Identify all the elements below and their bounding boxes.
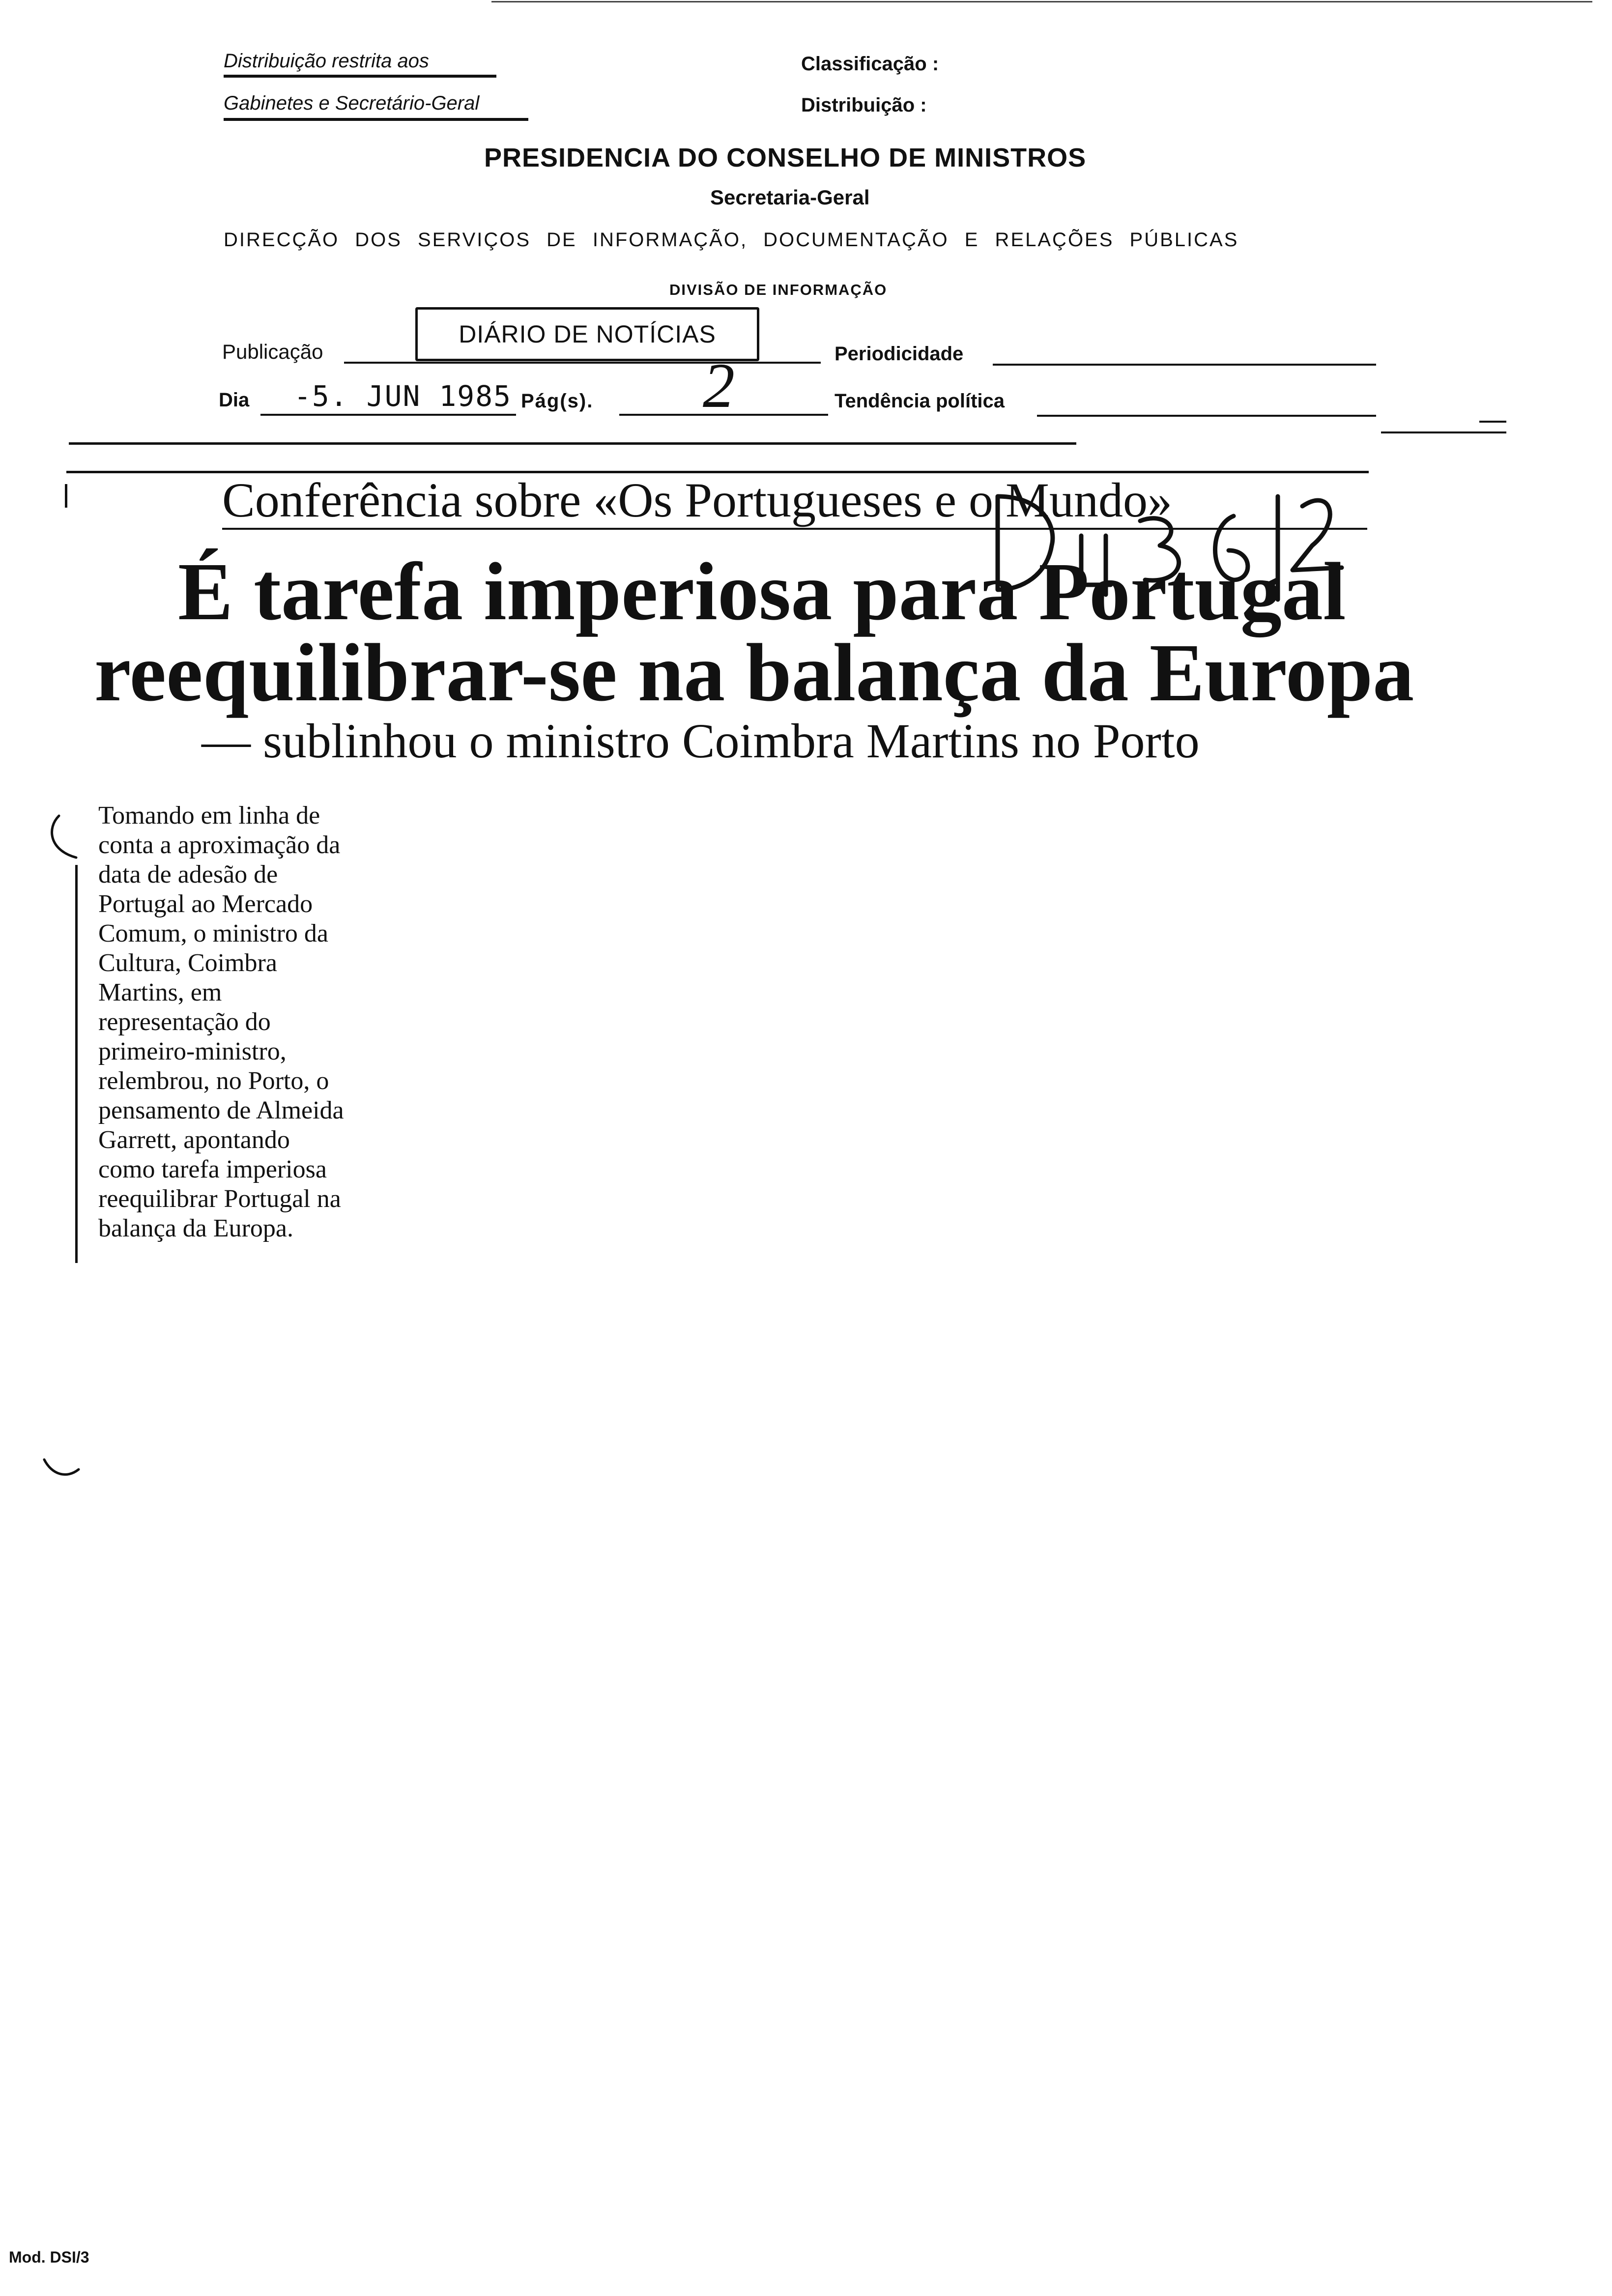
secretaria-geral: Secretaria-Geral	[710, 186, 870, 209]
tendencia-field-line	[1037, 415, 1376, 417]
edge-mark-1	[1479, 421, 1506, 423]
dia-label: Dia	[219, 389, 250, 411]
body-line: balança da Europa.	[98, 1214, 294, 1242]
direccao-line: DIRECÇÃO DOS SERVIÇOS DE INFORMAÇÃO, DOCUMENTAÇÃO E RELAÇÕES PÚBLICAS	[224, 229, 1239, 251]
body-line: conta a aproximação da	[98, 831, 341, 859]
margin-curve-mark	[42, 1455, 81, 1484]
body-line: primeiro-ministro,	[98, 1037, 287, 1065]
restricted-distribution-line-2: Gabinetes e Secretário-Geral	[224, 92, 480, 114]
subheadline: — sublinhou o ministro Coimbra Martins no Porto	[202, 714, 1200, 768]
pags-label: Pág(s).	[521, 390, 594, 412]
article-body	[98, 801, 344, 1243]
body-line: relembrou, no Porto, o	[98, 1067, 329, 1095]
publicacao-field-line	[344, 362, 821, 364]
divisao-informacao: DIVISÃO DE INFORMAÇÃO	[669, 281, 888, 298]
headline-line-1: É tarefa imperiosa para Portugal	[178, 546, 1346, 637]
body-line: Cultura, Coimbra	[98, 949, 277, 977]
body-line: Tomando em linha de	[98, 802, 320, 830]
body-line: Comum, o ministro da	[98, 919, 328, 947]
body-column-left-border	[75, 865, 78, 1263]
restricted-underline-2	[224, 118, 528, 121]
body-line: data de adesão de	[98, 861, 278, 889]
publication-name: DIÁRIO DE NOTÍCIAS	[459, 320, 716, 348]
body-line: reequilibrar Portugal na	[98, 1185, 341, 1213]
article-top-border	[69, 442, 1076, 445]
body-line: pensamento de Almeida	[98, 1096, 344, 1124]
body-line: Martins, em	[98, 978, 222, 1006]
body-line: representação do	[98, 1008, 271, 1036]
body-line: como tarefa imperiosa	[98, 1155, 327, 1183]
form-code: Mod. DSI/3	[9, 2248, 89, 2266]
periodicidade-field-line	[993, 364, 1376, 366]
page-title: PRESIDENCIA DO CONSELHO DE MINISTROS	[484, 143, 1087, 172]
body-line: Garrett, apontando	[98, 1126, 290, 1154]
top-scan-line	[491, 1, 1592, 2]
publicacao-label: Publicação	[222, 340, 323, 363]
page-number-handwritten: 2	[703, 350, 735, 421]
tendencia-label: Tendência política	[835, 390, 1005, 412]
classificacao-label: Classificação :	[801, 53, 939, 75]
edge-mark-2	[1381, 431, 1506, 433]
article-kicker: Conferência sobre «Os Portugueses e o Mundo»	[222, 473, 1172, 527]
restricted-underline-1	[224, 75, 496, 78]
column-bracket-mark	[29, 811, 84, 870]
restricted-distribution-line-1: Distribuição restrita aos	[224, 50, 429, 72]
dia-date-stamp: -5. JUN 1985	[294, 379, 512, 413]
left-border-tick	[65, 484, 67, 508]
handwritten-reference-mark	[978, 477, 1352, 624]
distribuicao-label: Distribuição :	[801, 94, 927, 116]
headline-line-2: reequilibrar-se na balança da Europa	[94, 627, 1414, 718]
dia-field-line	[260, 414, 516, 416]
body-line: Portugal ao Mercado	[98, 890, 313, 918]
periodicidade-label: Periodicidade	[835, 343, 964, 365]
